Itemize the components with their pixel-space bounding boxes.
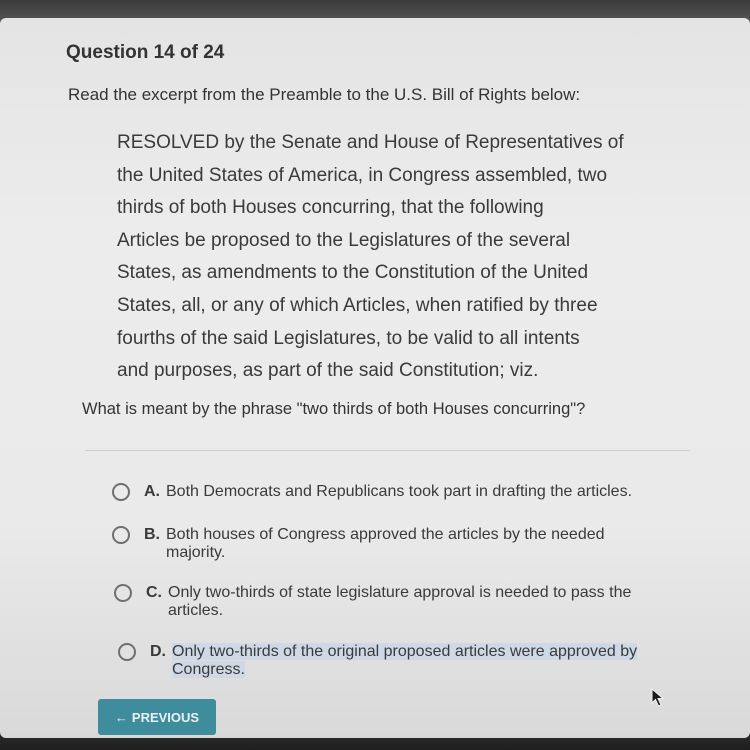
excerpt-block xyxy=(117,127,677,388)
mouse-cursor-icon xyxy=(651,688,665,708)
excerpt-line: States, all, or any of which Articles, when ratified by three xyxy=(117,294,598,316)
excerpt-line: and purposes, as part of the said Constitution; viz. xyxy=(117,360,539,382)
excerpt-line: Articles be proposed to the Legislatures of the several xyxy=(117,229,571,251)
choice-letter: B. xyxy=(144,526,160,543)
previous-button[interactable] xyxy=(98,699,216,735)
question-text: What is meant by the phrase "two thirds of both Houses concurring"? xyxy=(82,400,586,418)
choice-text-highlighted: Congress. xyxy=(172,661,245,678)
arrow-left-icon: ← xyxy=(114,709,128,725)
radio-button-a[interactable] xyxy=(112,483,130,501)
excerpt-line: thirds of both Houses concurring, that the following xyxy=(117,197,544,219)
radio-button-d[interactable] xyxy=(118,643,136,661)
question-counter: Question 14 of 24 xyxy=(66,42,225,63)
divider xyxy=(85,450,690,451)
choice-text: articles. xyxy=(168,602,224,619)
previous-label: PREVIOUS xyxy=(131,709,200,725)
excerpt-line: States, as amendments to the Constitution of the United xyxy=(117,262,589,284)
choice-text: Both Democrats and Republicans took part in drafting the articles. xyxy=(166,483,633,500)
choice-c[interactable] xyxy=(114,584,688,620)
question-prompt: Read the excerpt from the Preamble to the U.S. Bill of Rights below: xyxy=(68,85,581,104)
choice-b[interactable] xyxy=(112,526,666,562)
choice-a[interactable] xyxy=(112,483,696,501)
choice-text: Both houses of Congress approved the articles by the needed xyxy=(166,526,605,543)
choice-d[interactable] xyxy=(118,643,692,679)
excerpt-line: RESOLVED by the Senate and House of Representatives of xyxy=(117,132,624,153)
choice-text: Only two-thirds of state legislature approval is needed to pass the xyxy=(168,584,632,601)
choice-text: majority. xyxy=(166,544,226,561)
radio-button-c[interactable] xyxy=(114,584,132,602)
choice-letter: C. xyxy=(146,584,162,601)
choice-letter: D. xyxy=(150,643,166,660)
excerpt-line: the United States of America, in Congress assembled, two xyxy=(117,164,608,186)
choice-letter: A. xyxy=(144,483,160,500)
excerpt-line: fourths of the said Legislatures, to be valid to all intents xyxy=(117,327,580,349)
radio-button-b[interactable] xyxy=(112,526,130,544)
choice-text-highlighted: Only two-thirds of the original proposed articles were approved by xyxy=(172,643,638,660)
